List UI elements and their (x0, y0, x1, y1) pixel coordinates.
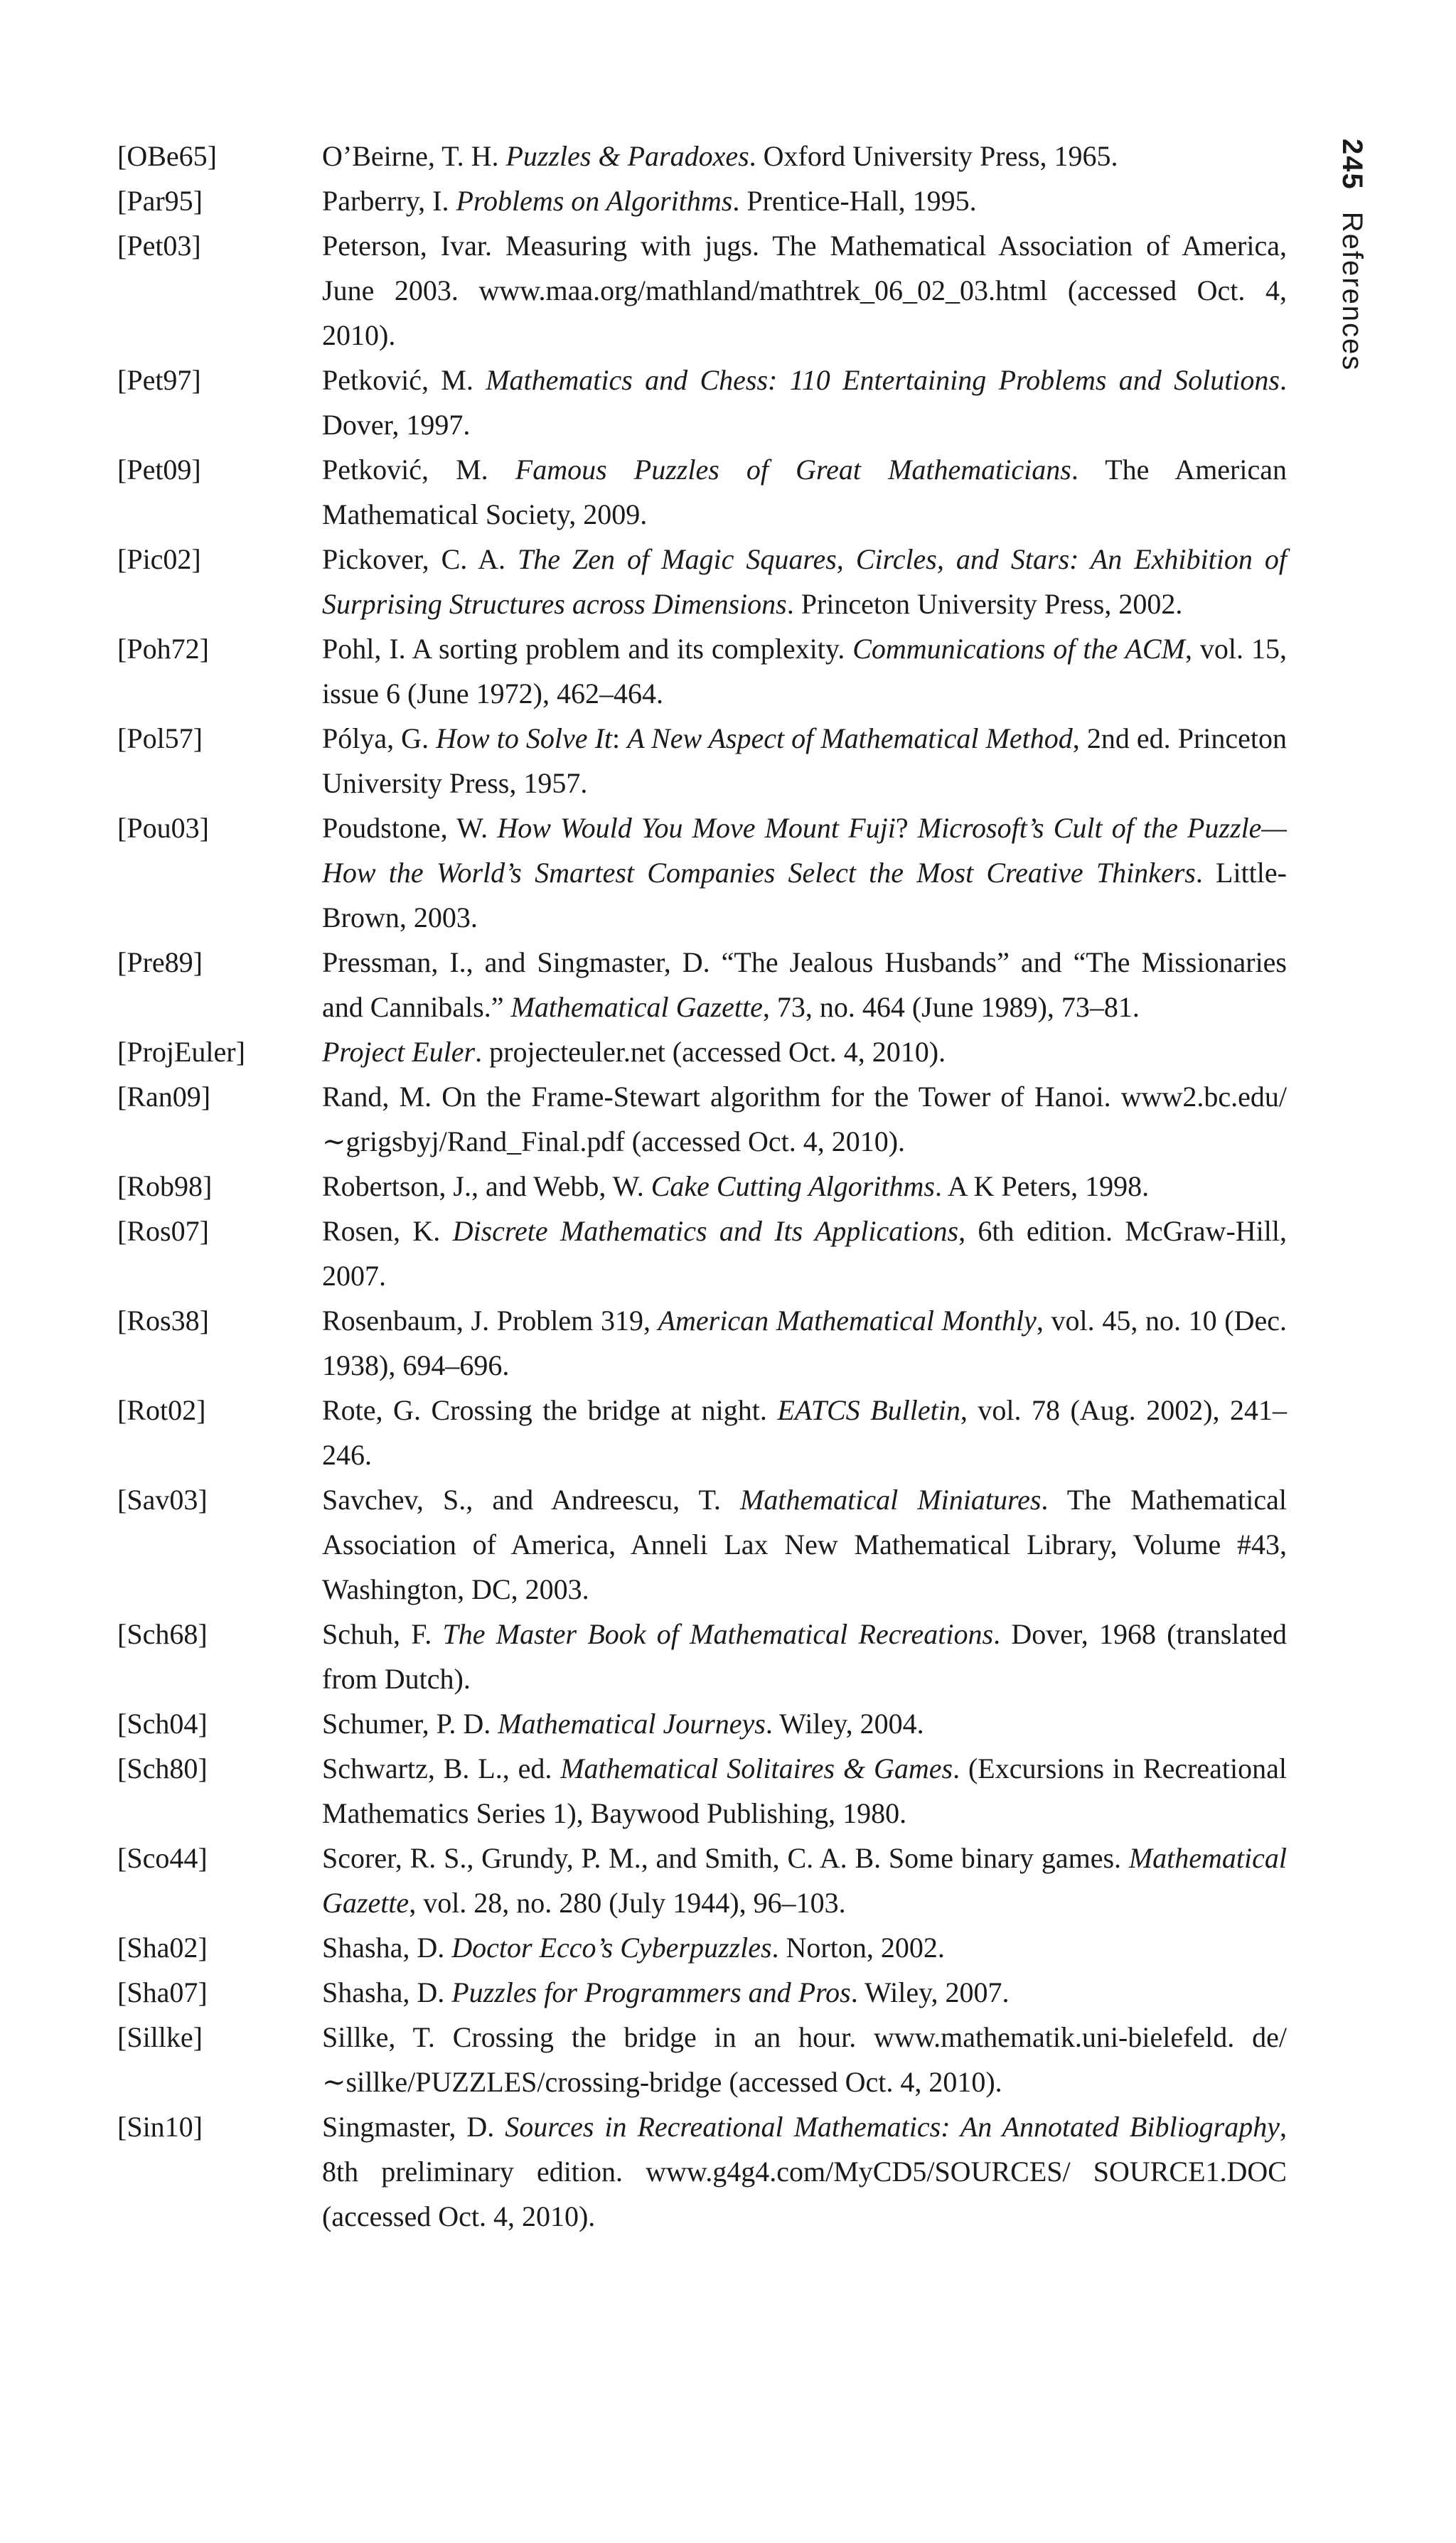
reference-title: Puzzles for Programmers and Pros (451, 1976, 851, 2008)
reference-key: [Pet09] (117, 454, 201, 486)
reference-segment: Sillke, T. Crossing the bridge in an hour. www.mathematik.uni-bielefeld. de/∼sillke/PUZZLES/crossing-bridge (accessed Oct. 4, 2010). (322, 2021, 1287, 2098)
reference-key: [Rot02] (117, 1394, 206, 1426)
reference-segment: . Little-Brown, 2003. (322, 857, 1287, 933)
reference-segment: Petković, M. (322, 454, 515, 486)
reference-segment: Schumer, P. D. (322, 1708, 498, 1740)
reference-key: [Poh72] (117, 633, 209, 665)
reference-key: [Ros07] (117, 1215, 209, 1247)
reference-entry (117, 716, 1290, 805)
reference-segment: . Norton, 2002. (771, 1932, 945, 1964)
reference-segment: Pohl, I. A sorting problem and its complexity. (322, 633, 853, 665)
reference-segment: Rote, G. Crossing the bridge at night. (322, 1394, 778, 1426)
reference-segment: Scorer, R. S., Grundy, P. M., and Smith, C. A. B. Some binary games. (322, 1842, 1129, 1874)
reference-segment: : (612, 722, 628, 754)
reference-title: Mathematical Solitaires & Games (560, 1752, 953, 1784)
reference-text (322, 1970, 1287, 2015)
reference-title: American Mathematical Monthly (658, 1305, 1037, 1337)
reference-key: [Ran09] (117, 1081, 211, 1113)
reference-text (322, 178, 1287, 223)
reference-segment: Peterson, Ivar. Measuring with jugs. The Mathematical Association of America, June 2003. www.maa.org/mathland/mathtrek_06_02_03.html (accessed Oct. 4, 2010). (322, 230, 1287, 351)
reference-segment: . Dover, 1968 (translated from Dutch). (322, 1618, 1288, 1695)
reference-title: The Zen of Magic Squares, Circles, and Stars: An Exhibition of Surprising Structures across Dimensions (322, 543, 1288, 620)
reference-entry (117, 134, 1290, 178)
reference-entry (117, 805, 1290, 940)
reference-segment: . Prentice-Hall, 1995. (732, 185, 977, 217)
reference-entry (117, 1209, 1290, 1298)
running-head (1327, 139, 1391, 395)
reference-entry (117, 223, 1290, 358)
reference-segment: Schuh, F. (322, 1618, 443, 1650)
reference-title: Discrete Mathematics and Its Applications (452, 1215, 959, 1247)
reference-title: Problems on Algorithms (456, 185, 733, 217)
reference-segment: , 6th edition. McGraw-Hill, 2007. (322, 1215, 1288, 1292)
reference-text (322, 1925, 1287, 1970)
reference-list (117, 134, 1290, 2239)
reference-key: [Sin10] (117, 2111, 203, 2143)
reference-segment: . Dover, 1997. (322, 364, 1287, 441)
reference-segment: O’Beirne, T. H. (322, 140, 506, 172)
reference-text (322, 223, 1287, 358)
reference-segment: Schwartz, B. L., ed. (322, 1752, 561, 1784)
reference-entry (117, 1164, 1290, 1209)
reference-title: Mathematics and Chess: 110 Entertaining Problems and Solutions (486, 364, 1280, 396)
reference-title: The Master Book of Mathematical Recreations (442, 1618, 994, 1650)
reference-title: Mathematical Miniatures (740, 1484, 1042, 1516)
reference-text (322, 1836, 1287, 1925)
reference-segment: . Wiley, 2004. (765, 1708, 924, 1740)
reference-title: Sources in Recreational Mathematics: An Annotated Bibliography (505, 2111, 1280, 2143)
reference-title: Microsoft’s Cult of the Puzzle—How the World’s Smartest Companies Select the Most Creative Thinkers (322, 812, 1288, 889)
reference-entry (117, 1612, 1290, 1701)
reference-segment: , vol. 15, issue 6 (June 1972), 462–464. (322, 633, 1287, 710)
reference-text (322, 1746, 1287, 1836)
reference-segment: Parberry, I. (322, 185, 456, 217)
reference-key: [Pol57] (117, 722, 203, 754)
reference-key: [OBe65] (117, 140, 217, 172)
reference-title: Doctor Ecco’s Cyberpuzzles (451, 1932, 772, 1964)
reference-entry (117, 1836, 1290, 1925)
reference-text (322, 805, 1287, 940)
reference-segment: Shasha, D. (322, 1932, 452, 1964)
reference-title: Cake Cutting Algorithms (651, 1170, 935, 1202)
reference-entry (117, 1746, 1290, 1836)
reference-key: [Sav03] (117, 1484, 208, 1516)
reference-key: [Rob98] (117, 1170, 213, 1202)
reference-entry (117, 178, 1290, 223)
reference-key: [Pou03] (117, 812, 209, 844)
reference-key: [Pic02] (117, 543, 201, 575)
reference-entry (117, 1970, 1290, 2015)
reference-key: [Sco44] (117, 1842, 208, 1874)
reference-key: [Sha07] (117, 1976, 208, 2008)
reference-text (322, 940, 1287, 1029)
reference-segment: . Princeton University Press, 2002. (786, 588, 1183, 620)
reference-title: Mathematical Gazette (322, 1842, 1287, 1919)
reference-key: [Sch80] (117, 1752, 208, 1784)
section-title: References (1337, 211, 1368, 372)
reference-key: [Sch68] (117, 1618, 208, 1650)
reference-segment: . Oxford University Press, 1965. (749, 140, 1118, 172)
reference-entry (117, 1925, 1290, 1970)
reference-segment: . projecteuler.net (accessed Oct. 4, 2010). (475, 1036, 946, 1068)
reference-segment: . A K Peters, 1998. (934, 1170, 1150, 1202)
reference-segment: . The American Mathematical Society, 2009. (322, 454, 1287, 530)
reference-text (322, 1612, 1287, 1701)
running-head-text (1336, 139, 1368, 371)
reference-segment: . Wiley, 2007. (850, 1976, 1010, 2008)
reference-entry (117, 1029, 1290, 1074)
reference-text (322, 447, 1287, 537)
reference-text (322, 1477, 1287, 1612)
reference-key: [Pre89] (117, 946, 203, 978)
reference-text (322, 2104, 1287, 2239)
reference-entry (117, 1477, 1290, 1612)
reference-title: Famous Puzzles of Great Mathematicians (515, 454, 1071, 486)
reference-entry (117, 1388, 1290, 1477)
reference-text (322, 1074, 1287, 1164)
reference-segment: , 73, no. 464 (June 1989), 73–81. (762, 991, 1140, 1023)
reference-segment: . (Excursions in Recreational Mathematics Series 1), Baywood Publishing, 1980. (322, 1752, 1288, 1829)
reference-text (322, 1164, 1287, 1209)
reference-entry (117, 1298, 1290, 1388)
reference-text (322, 1701, 1287, 1746)
reference-key: [Sha02] (117, 1932, 208, 1964)
reference-entry (117, 537, 1290, 626)
reference-title: Project Euler (322, 1036, 476, 1068)
page-number: 245 (1337, 139, 1368, 191)
reference-text (322, 537, 1287, 626)
reference-text (322, 626, 1287, 716)
reference-segment: . The Mathematical Association of America, Anneli Lax New Mathematical Library, Volume #43, Washington, DC, 2003. (322, 1484, 1287, 1605)
reference-entry (117, 447, 1290, 537)
reference-entry (117, 626, 1290, 716)
reference-key: [Sch04] (117, 1708, 208, 1740)
reference-segment: , vol. 78 (Aug. 2002), 241–246. (322, 1394, 1288, 1471)
reference-entry (117, 358, 1290, 447)
reference-text (322, 1029, 1287, 1074)
reference-title: Puzzles & Paradoxes (505, 140, 749, 172)
reference-text (322, 1209, 1287, 1298)
reference-title: A New Aspect of Mathematical Method (627, 722, 1073, 754)
reference-segment: Shasha, D. (322, 1976, 452, 2008)
reference-text (322, 716, 1287, 805)
reference-segment: , vol. 45, no. 10 (Dec. 1938), 694–696. (322, 1305, 1288, 1381)
reference-title: Communications of the ACM (852, 633, 1185, 665)
reference-segment: Rand, M. On the Frame-Stewart algorithm for the Tower of Hanoi. www2.bc.edu/∼grigsbyj/Rand_Final.pdf (accessed Oct. 4, 2010). (322, 1081, 1287, 1157)
reference-segment: Pickover, C. A. (322, 543, 518, 575)
reference-segment: , 8th preliminary edition. www.g4g4.com/MyCD5/SOURCES/ SOURCE1.DOC (accessed Oct. 4, 2010). (322, 2111, 1288, 2232)
reference-text (322, 134, 1287, 178)
reference-segment: Singmaster, D. (322, 2111, 505, 2143)
reference-title: How Would You Move Mount Fuji (497, 812, 896, 844)
reference-entry (117, 1701, 1290, 1746)
reference-title: Mathematical Gazette (510, 991, 763, 1023)
reference-title: How to Solve It (436, 722, 613, 754)
reference-segment: Robertson, J., and Webb, W. (322, 1170, 651, 1202)
reference-title: Mathematical Journeys (498, 1708, 766, 1740)
reference-entry (117, 2015, 1290, 2104)
reference-segment: Savchev, S., and Andreescu, T. (322, 1484, 741, 1516)
reference-segment: Pressman, I., and Singmaster, D. “The Jealous Husbands” and “The Missionaries and Cannibals.” (322, 946, 1287, 1023)
reference-text (322, 358, 1287, 447)
reference-entry (117, 2104, 1290, 2239)
reference-key: [Par95] (117, 185, 203, 217)
reference-segment: Rosenbaum, J. Problem 319, (322, 1305, 658, 1337)
reference-key: [Pet03] (117, 230, 201, 262)
reference-segment: Rosen, K. (322, 1215, 453, 1247)
reference-key: [Ros38] (117, 1305, 209, 1337)
reference-segment: , vol. 28, no. 280 (July 1944), 96–103. (409, 1887, 846, 1919)
reference-key: [Pet97] (117, 364, 201, 396)
reference-entry (117, 940, 1290, 1029)
reference-text (322, 1388, 1287, 1477)
reference-key: [Sillke] (117, 2021, 203, 2053)
reference-segment: Petković, M. (322, 364, 486, 396)
reference-text (322, 2015, 1287, 2104)
reference-entry (117, 1074, 1290, 1164)
reference-segment: Pólya, G. (322, 722, 437, 754)
reference-segment: Poudstone, W. (322, 812, 498, 844)
reference-segment: ? (895, 812, 918, 844)
reference-title: EATCS Bulletin (777, 1394, 960, 1426)
reference-segment: , 2nd ed. Princeton University Press, 1957. (322, 722, 1287, 799)
reference-key: [ProjEuler] (117, 1036, 245, 1068)
reference-text (322, 1298, 1287, 1388)
